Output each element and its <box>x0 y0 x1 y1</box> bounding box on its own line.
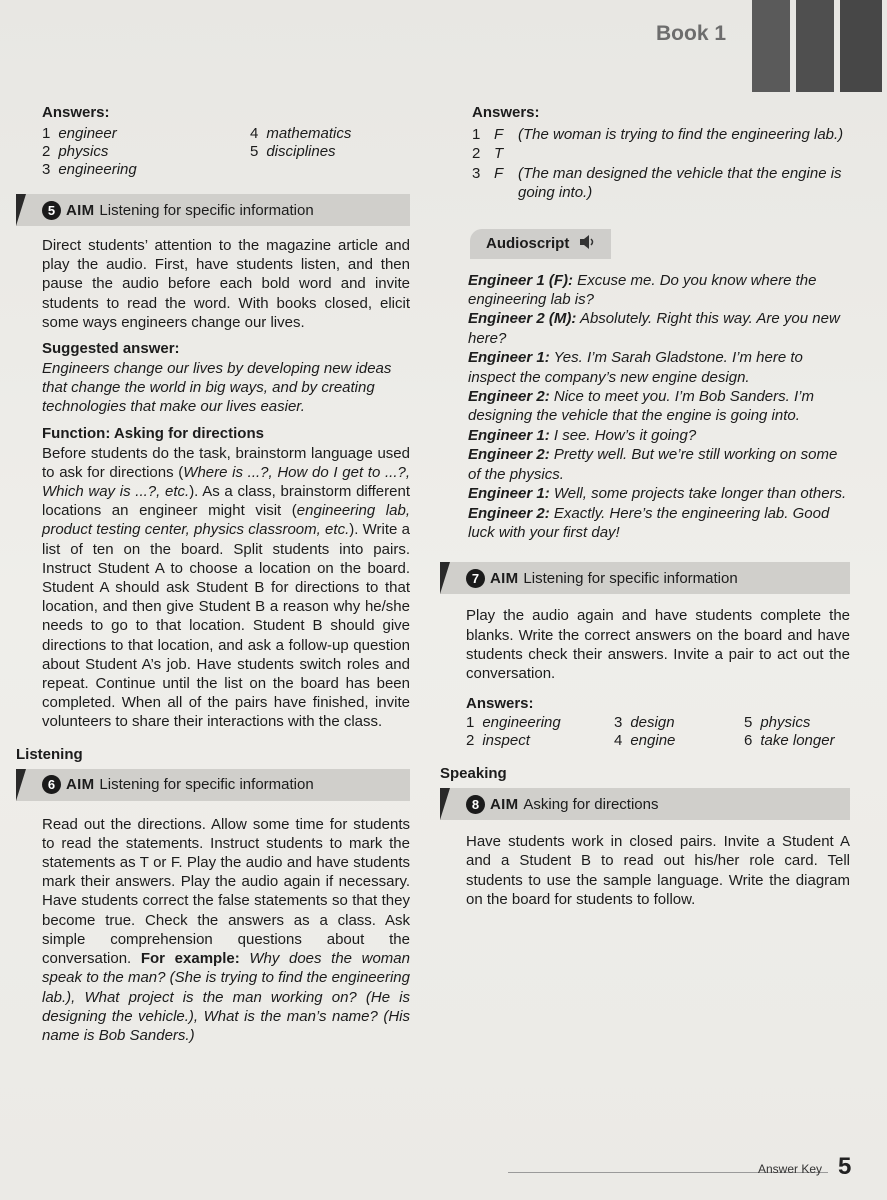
speaker-icon <box>579 235 597 253</box>
aim-text: Listening for specific information <box>99 201 314 219</box>
answer-item: 1 engineer <box>42 125 117 142</box>
speaking-title: Speaking <box>440 765 507 783</box>
aim-5-body: Direct students’ attention to the magazine article and play the audio. First, have students listen, and then pause the audio before each bold word and invite students to read the word. With books closed, elicit some ways engineers change our lives. <box>42 237 410 331</box>
dialog-line: Engineer 1 (F): Excuse me. Do you know where the engineering lab is? <box>468 271 817 309</box>
left-column <box>16 104 410 1045</box>
answers-title: Answers: <box>472 104 540 121</box>
answers-title: Answers: <box>42 104 110 121</box>
aim-6-body: Read out the directions. Allow some time for students to read the statements. Instruct students to mark the statements as T or F. Play the audio and have students mark their answers. Play the audio again if necessary. Have students correct the false statements so that they become true. Check the answers as a class. Ask simple comprehension questions about the conversation. For example: Why does the woman speak to the man? (She is trying to find the engineering lab.), What project is the man working on? (He is designing the vehicle.), What is the man’s name? (His name is Bob Sanders.) <box>42 815 410 1044</box>
function-title: Function: Asking for directions <box>42 424 264 442</box>
aim-7-body: Play the audio again and have students complete the blanks. Write the correct answers on the board and have students check their answers. Invite a pair to act out the conversation. <box>466 607 850 682</box>
function-body: Before students do the task, brainstorm language used to ask for directions (Where is ...?, How do I get to ...?, Which way is ...?, etc.). As a class, brainstorm different locations an engineer might visit (engineering lab, product testing center, physics classroom, etc.). Write a list of ten on the board. Split students into pairs. Instruct Student A to choose a location on the board. Student A should ask Student B for directions to that location, and then give Student B a reason why he/she needs to go to that location. Student B should give directions to that location, and ask a follow-up question about Student A’s job. Have students switch roles and repeat. Continue until the list on the board has been completed. When all of the pairs have finished, invite volunteers to share their interactions with the class. <box>42 444 410 731</box>
book-label: Book 1 <box>656 22 727 45</box>
answer-item: 2 inspect <box>466 732 530 750</box>
aim-8-body: Have students work in closed pairs. Invite a Student A and a Student B to read out his/her role card. Tell students to use the sample language. Write the diagram on the board for students to follow. <box>466 833 850 908</box>
aim-5-bar <box>16 194 410 226</box>
tf-item: 1 F (The woman is trying to find the engineering lab.) <box>472 126 844 143</box>
answer-item: 1 engineering <box>466 714 561 732</box>
tf-item: 3 F (The man designed the vehicle that the engine is going into.) <box>472 164 842 202</box>
aim-number: 5 <box>42 201 61 220</box>
audioscript-dialog <box>468 271 850 543</box>
tf-answers <box>472 125 850 203</box>
aim-text: Asking for directions <box>523 795 659 813</box>
answers2-list <box>466 714 850 749</box>
suggested-title: Suggested answer: <box>42 340 180 358</box>
dialog-line: Engineer 2: Exactly. Here’s the engineering lab. Good luck with your first day! <box>468 504 830 541</box>
aim-word: AIM <box>66 776 95 794</box>
aim-8-bar <box>440 788 850 820</box>
dialog-line: Engineer 1: Well, some projects take longer than others. <box>468 485 847 503</box>
header-band <box>0 0 887 92</box>
answer-item: 6 take longer <box>744 732 835 750</box>
right-column <box>440 104 850 909</box>
dialog-line: Engineer 2 (M): Absolutely. Right this way. Are you new here? <box>468 310 840 347</box>
page-number: 5 <box>838 1153 852 1180</box>
header-bars <box>752 0 882 92</box>
dialog-line: Engineer 2: Pretty well. But we’re still working on some of the physics. <box>468 446 838 483</box>
answer-item: 3 design <box>614 714 675 732</box>
answer-item: 4 engine <box>614 732 676 750</box>
aim-number: 8 <box>466 795 485 814</box>
answers2-title: Answers: <box>466 695 534 713</box>
aim-word: AIM <box>490 569 519 587</box>
aim-7-bar <box>440 562 850 594</box>
audioscript-label: Audioscript <box>470 229 611 259</box>
dialog-line: Engineer 1: Yes. I’m Sarah Gladstone. I’m here to inspect the company’s new engine design. <box>468 349 803 386</box>
aim-number: 7 <box>466 569 485 588</box>
aim-text: Listening for specific information <box>99 776 314 794</box>
suggested-text: Engineers change our lives by developing new ideas that change the world in big ways, and by creating technologies that make our lives easier. <box>42 360 392 416</box>
answer-item: 4 mathematics <box>250 125 352 142</box>
dialog-line: Engineer 2: Nice to meet you. I’m Bob Sanders. I’m designing the vehicle that the engine is going into. <box>468 388 814 425</box>
aim-number: 6 <box>42 775 61 794</box>
dialog-line: Engineer 1: I see. How’s it going? <box>468 426 697 444</box>
listening-title: Listening <box>16 745 83 763</box>
answers-list <box>42 125 410 178</box>
answer-item: 3 engineering <box>42 161 137 178</box>
answer-item: 5 physics <box>744 714 811 732</box>
answer-item: 5 disciplines <box>250 143 336 160</box>
aim-word: AIM <box>490 795 519 813</box>
footer-label: Answer Key <box>758 1162 823 1176</box>
aim-6-bar <box>16 769 410 801</box>
tf-item: 2 T <box>472 145 504 163</box>
answer-item: 2 physics <box>42 143 109 160</box>
aim-text: Listening for specific information <box>523 569 738 587</box>
aim-word: AIM <box>66 201 95 219</box>
